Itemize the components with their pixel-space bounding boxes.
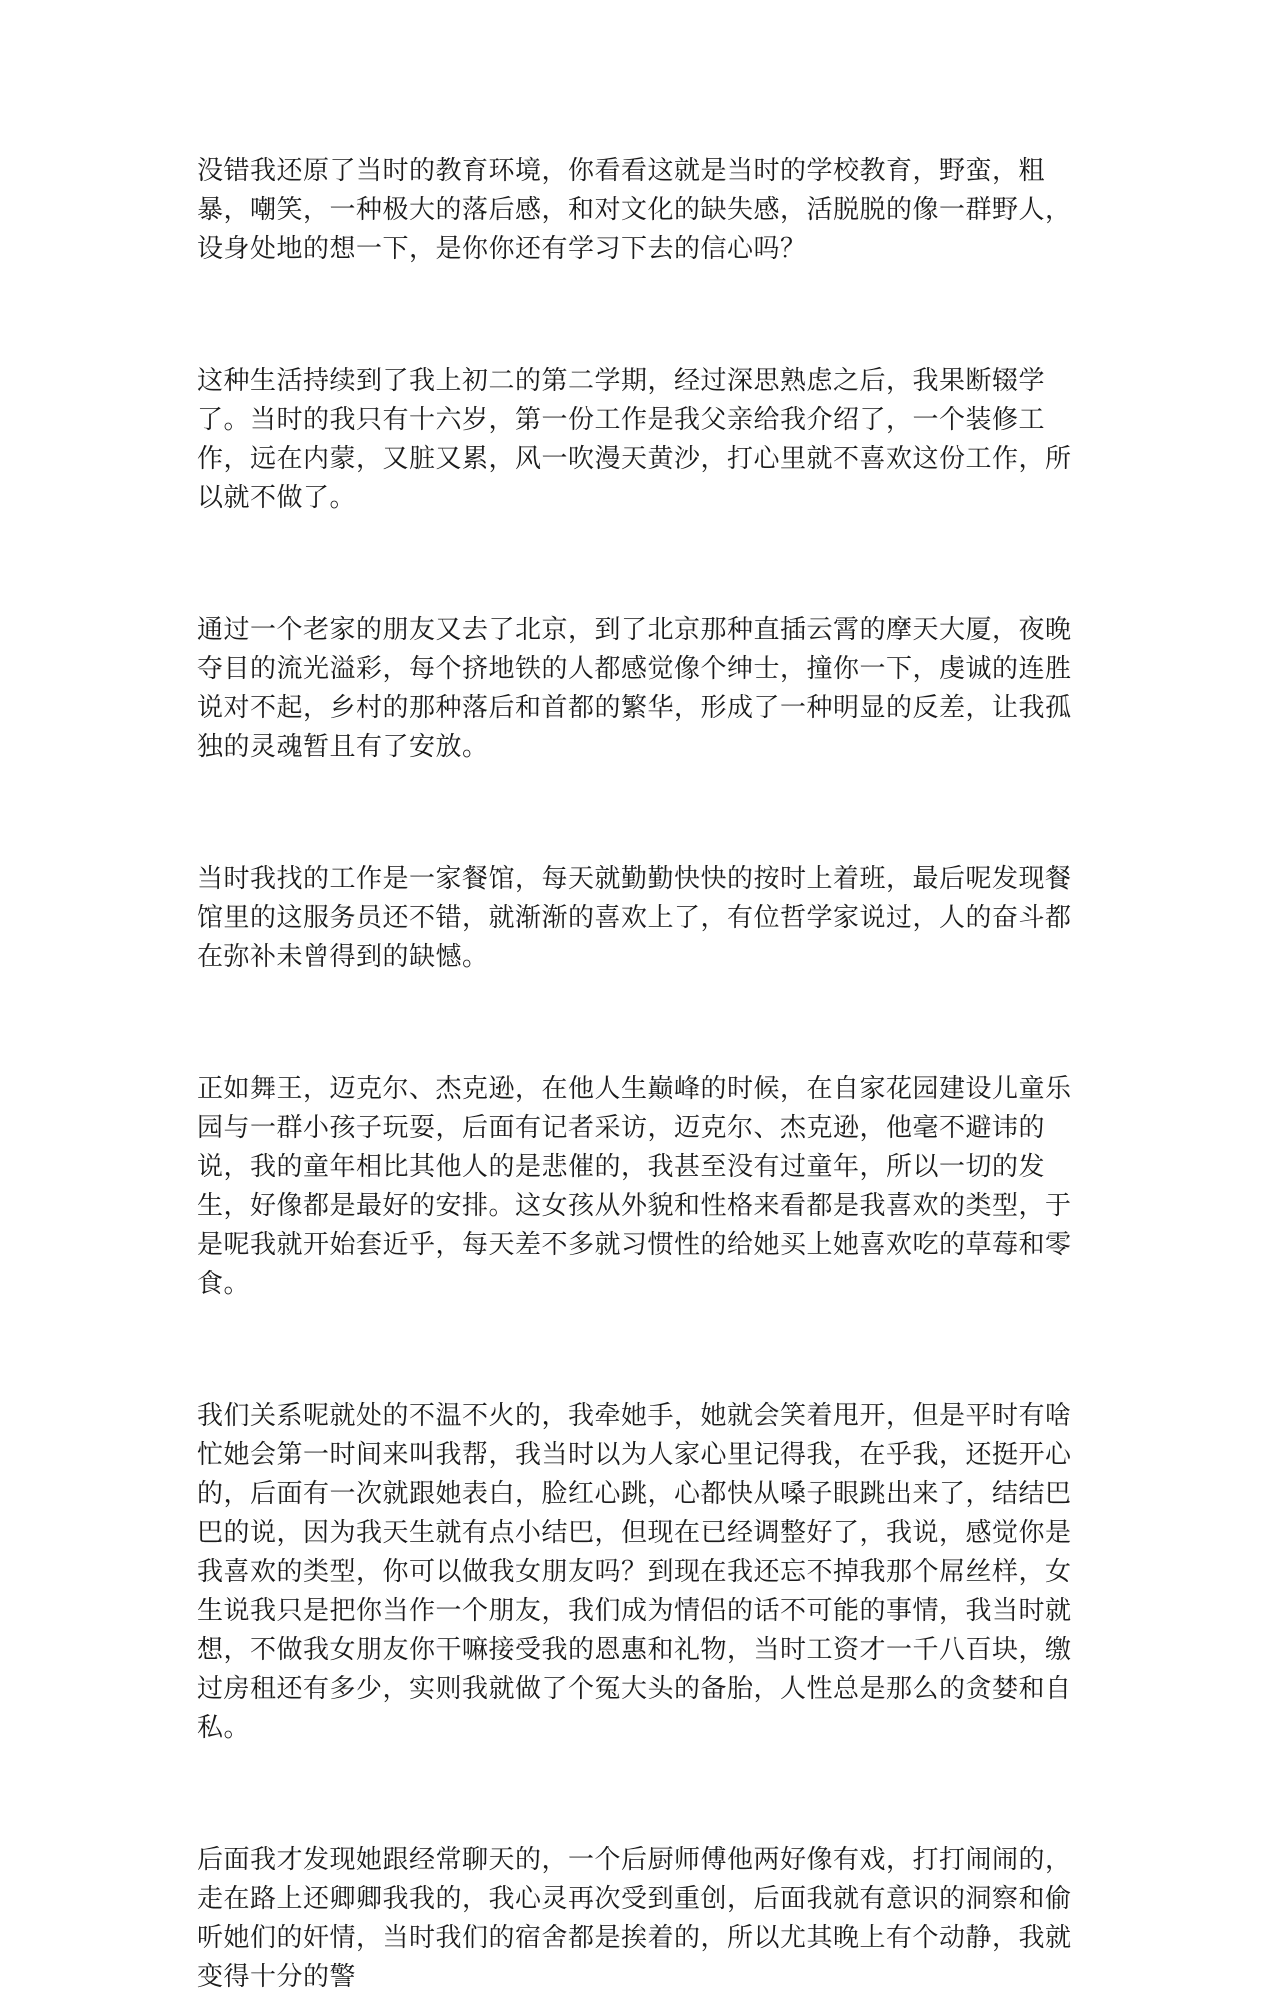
paragraph-gap [197,1748,1087,1841]
paragraph-gap [197,1304,1087,1397]
paragraph-6: 我们关系呢就处的不温不火的，我牵她手，她就会笑着甩开，但是平时有啥忙她会第一时间来叫我帮，我当时以为人家心里记得我，在乎我，还挺开心的，后面有一次就跟她表白，脸红心跳，心都快从嗓子眼跳出来了，结结巴巴的说，因为我天生就有点小结巴，但现在已经调整好了，我说，感觉你是我喜欢的类型，你可以做我女朋友吗？到现在我还忘不掉我那个屌丝样，女生说我只是把你当作一个朋友，我们成为情侣的话不可能的事情，我当时就想，不做我女朋友你干嘛接受我的恩惠和礼物，当时工资才一千八百块，缴过房租还有多少，实则我就做了个冤大头的备胎，人性总是那么的贪婪和自私。 [197,1401,1072,1743]
paragraph-1: 没错我还原了当时的教育环境，你看看这就是当时的学校教育，野蛮，粗暴，嘲笑，一种极大的落后感，和对文化的缺失感，活脱脱的像一群野人，设身处地的想一下，是你你还有学习下去的信心吗？ [197,156,1072,264]
paragraph-7: 后面我才发现她跟经常聊天的，一个后厨师傅他两好像有戏，打打闹闹的，走在路上还卿卿我我的，我心灵再次受到重创，后面我就有意识的洞察和偷听她们的奸情，当时我们的宿舍都是挨着的，所以尤其晚上有个动静，我就变得十分的警 [197,1845,1072,1992]
paragraph-gap [197,269,1087,362]
document-body [197,152,1087,1997]
paragraph-gap [197,518,1087,611]
paragraph-4: 当时我找的工作是一家餐馆，每天就勤勤快快的按时上着班，最后呢发现餐馆里的这服务员还不错，就渐渐的喜欢上了，有位哲学家说过，人的奋斗都在弥补未曾得到的缺憾。 [197,864,1072,972]
paragraph-2: 这种生活持续到了我上初二的第二学期，经过深思熟虑之后，我果断辍学了。当时的我只有十六岁，第一份工作是我父亲给我介绍了，一个装修工作，远在内蒙，又脏又累，风一吹漫天黄沙，打心里就不喜欢这份工作，所以就不做了。 [197,366,1072,513]
paragraph-5: 正如舞王，迈克尔、杰克逊，在他人生巅峰的时候，在自家花园建设儿童乐园与一群小孩子玩耍，后面有记者采访，迈克尔、杰克逊，他毫不避讳的说，我的童年相比其他人的是悲催的，我甚至没有过童年，所以一切的发生，好像都是最好的安排。这女孩从外貌和性格来看都是我喜欢的类型，于是呢我就开始套近乎，每天差不多就习惯性的给她买上她喜欢吃的草莓和零食。 [197,1074,1072,1299]
paragraph-gap [197,767,1087,860]
paragraph-3: 通过一个老家的朋友又去了北京，到了北京那种直插云霄的摩天大厦，夜晚夺目的流光溢彩，每个挤地铁的人都感觉像个绅士，撞你一下，虔诚的连胜说对不起，乡村的那种落后和首都的繁华，形成了一种明显的反差，让我孤独的灵魂暂且有了安放。 [197,615,1072,762]
paragraph-gap [197,977,1087,1070]
